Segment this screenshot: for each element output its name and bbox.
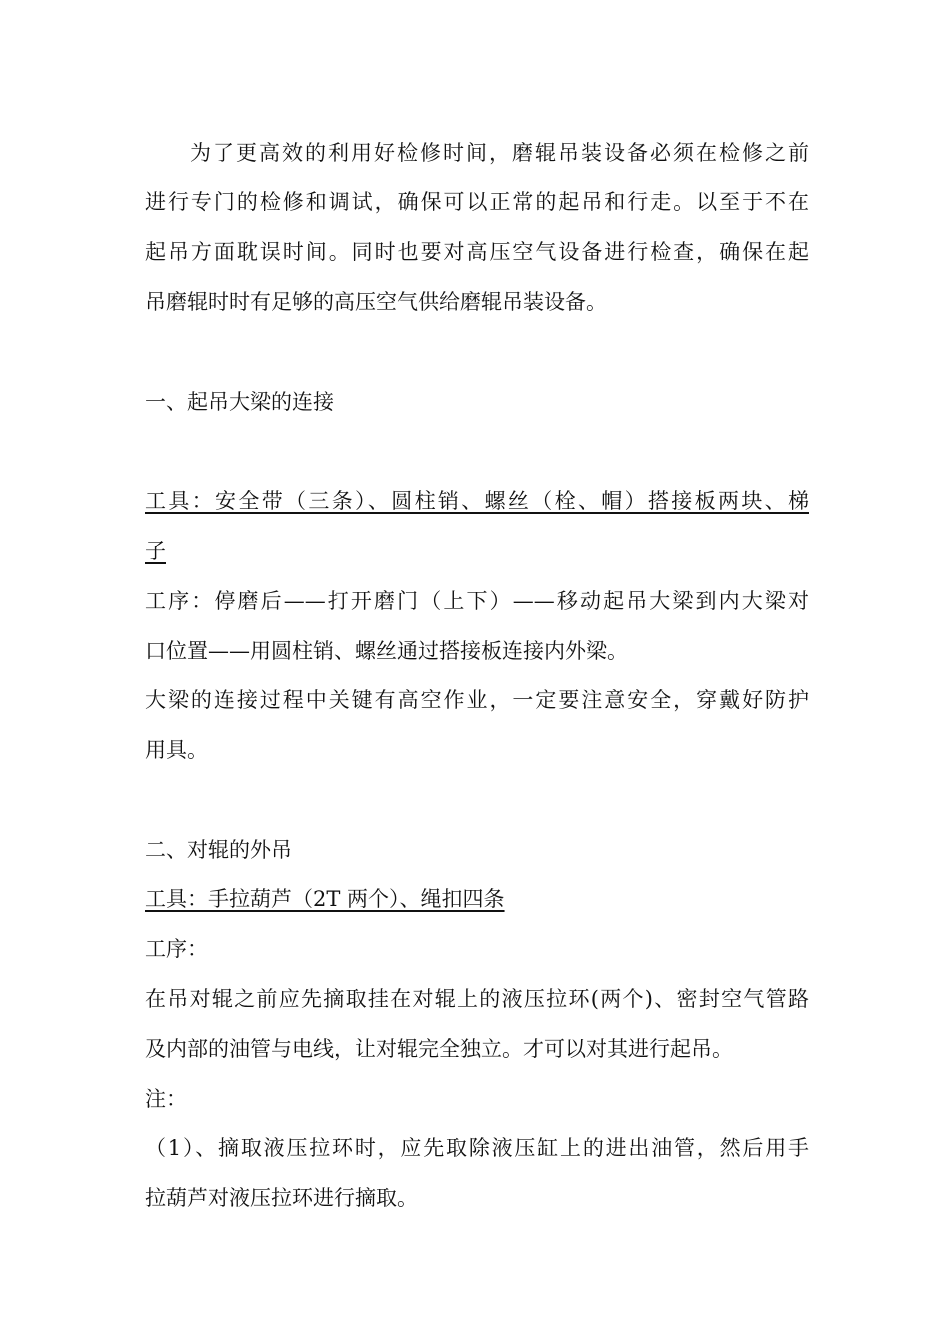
section-2-process-label: 工序： bbox=[145, 937, 208, 961]
section-1-tools-line-1: 工具：安全带（三条）、圆柱销、螺丝（栓、帽）搭接板两块、梯 bbox=[145, 489, 809, 513]
section-1-heading: 一、起吊大梁的连接 bbox=[145, 390, 334, 414]
section-2-note-1-line-1: （1）、摘取液压拉环时，应先取除液压缸上的进出油管，然后用手 bbox=[145, 1136, 809, 1160]
section-2-tools-line bbox=[145, 885, 809, 913]
section-2-process-line-1: 在吊对辊之前应先摘取挂在对辊上的液压拉环(两个)、密封空气管路 bbox=[145, 987, 809, 1011]
section-2-heading: 二、对辊的外吊 bbox=[145, 838, 292, 862]
section-1-tools-line-2 bbox=[145, 537, 809, 565]
section-2-note-1-line-2: 拉葫芦对液压拉环进行摘取。 bbox=[145, 1186, 418, 1210]
intro-line-2: 进行专门的检修和调试，确保可以正常的起吊和行走。以至于不在 bbox=[145, 190, 809, 214]
section-1-note-line-1: 大梁的连接过程中关键有高空作业，一定要注意安全，穿戴好防护 bbox=[145, 688, 809, 712]
section-2-note-label: 注： bbox=[145, 1087, 187, 1111]
section-1-tools-line-2-text: 子 bbox=[145, 539, 166, 563]
intro-line-3: 起吊方面耽误时间。同时也要对高压空气设备进行检查，确保在起 bbox=[145, 240, 809, 264]
section-1-process-line-1: 工序：停磨后——打开磨门（上下）——移动起吊大梁到内大梁对 bbox=[145, 589, 809, 613]
intro-line-4: 吊磨辊时时有足够的高压空气供给磨辊吊装设备。 bbox=[145, 290, 607, 314]
section-1-note-line-2: 用具。 bbox=[145, 738, 208, 762]
section-2-process-line-2: 及内部的油管与电线，让对辊完全独立。才可以对其进行起吊。 bbox=[145, 1037, 733, 1061]
section-1-process-line-2: 口位置——用圆柱销、螺丝通过搭接板连接内外梁。 bbox=[145, 639, 628, 663]
section-2-tools-text: 工具：手拉葫芦（2T 两个）、绳扣四条 bbox=[145, 887, 505, 911]
intro-line-1: 为了更高效的利用好检修时间，磨辊吊装设备必须在检修之前 bbox=[190, 141, 809, 165]
